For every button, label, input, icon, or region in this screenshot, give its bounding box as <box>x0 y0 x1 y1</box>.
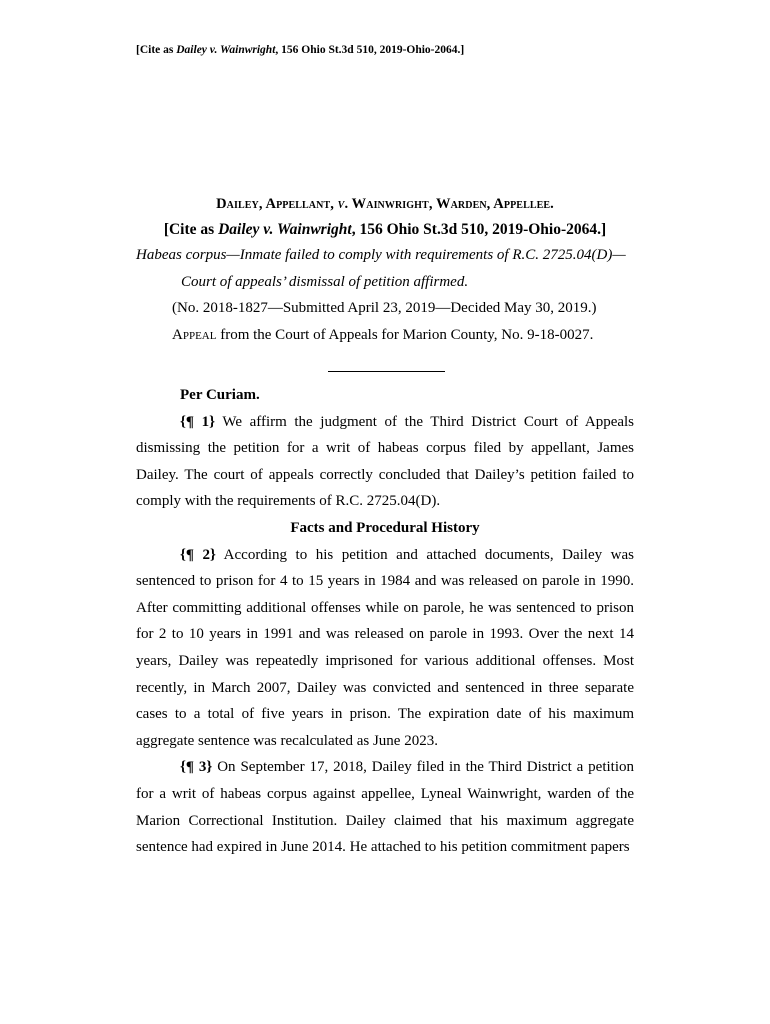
case-caption-title <box>0 196 770 213</box>
paragraph-1 <box>136 409 634 515</box>
caption-title-part2: . Wainwright, Warden, Appellee. <box>344 196 554 212</box>
syllabus-line-2: Court of appeals’ dismissal of petition affirmed. <box>181 274 469 290</box>
header-cite-case: Dailey v. Wainwright <box>176 44 276 56</box>
paragraph-text: According to his petition and attached documents, Dailey was sentenced to prison for 4 to 15 years in 1984 and was released on parole in 1990. After committing additional offenses while on parole, he was sentenced to prison for 2 to 10 years in 1991 and was released on parole in 1993. Over the next 14 years, Dailey was repeatedly imprisoned for various additional offenses. Most recently, in March 2007, Dailey was convicted and sentenced in three separate cases to a total of five years in prison. The expiration date of his maximum aggregate sentence was recalculated as June 2023. <box>136 546 635 749</box>
section-divider <box>328 371 445 372</box>
header-cite-suffix: , 156 Ohio St.3d 510, 2019-Ohio-2064.] <box>275 44 465 56</box>
paragraph-mark: {¶ 2} <box>180 546 216 563</box>
running-citation-header <box>136 44 464 56</box>
caption-cite-suffix: , 156 Ohio St.3d 510, 2019-Ohio-2064.] <box>351 221 607 238</box>
paragraph-text: On September 17, 2018, Dailey filed in the Third District a petition for a writ of habeas corpus against appellee, Lyneal Wainwright, warden of the Marion Correctional Institution. Dailey claimed that his maximum aggregate sentence had expired in June 2014. He attached to his petition commitment papers <box>136 759 635 856</box>
appeal-lead: Appeal <box>172 327 217 343</box>
caption-cite-case: Dailey v. Wainwright <box>218 221 352 238</box>
header-cite-prefix: [Cite as <box>136 44 177 56</box>
appeal-info <box>172 327 593 344</box>
paragraph-2 <box>136 542 634 755</box>
appeal-rest: from the Court of Appeals for Marion County, No. 9-18-0027. <box>216 327 594 343</box>
caption-title-part1: Dailey, Appellant, <box>216 196 338 212</box>
section-heading: Facts and Procedural History <box>290 519 480 536</box>
paragraph-mark: {¶ 3} <box>180 759 213 776</box>
paragraph-text: We affirm the judgment of the Third District Court of Appeals dismissing the petition for a writ of habeas corpus filed by appellant, James Dailey. The court of appeals correctly concluded that Dailey’s petition failed to comply with the requirements of R.C. 2725.04(D). <box>136 413 635 510</box>
case-citation-line <box>0 221 770 239</box>
opinion-body <box>136 382 634 861</box>
syllabus-line-1: Habeas corpus—Inmate failed to comply with requirements of R.C. 2725.04(D)— <box>136 247 626 263</box>
paragraph-3 <box>136 754 634 860</box>
docket-info: (No. 2018-1827—Submitted April 23, 2019—Decided May 30, 2019.) <box>172 300 597 316</box>
caption-cite-prefix: [Cite as <box>163 221 219 238</box>
caption-title-v: v <box>337 196 345 212</box>
per-curiam-heading: Per Curiam. <box>180 387 260 403</box>
paragraph-mark: {¶ 1} <box>180 413 216 430</box>
